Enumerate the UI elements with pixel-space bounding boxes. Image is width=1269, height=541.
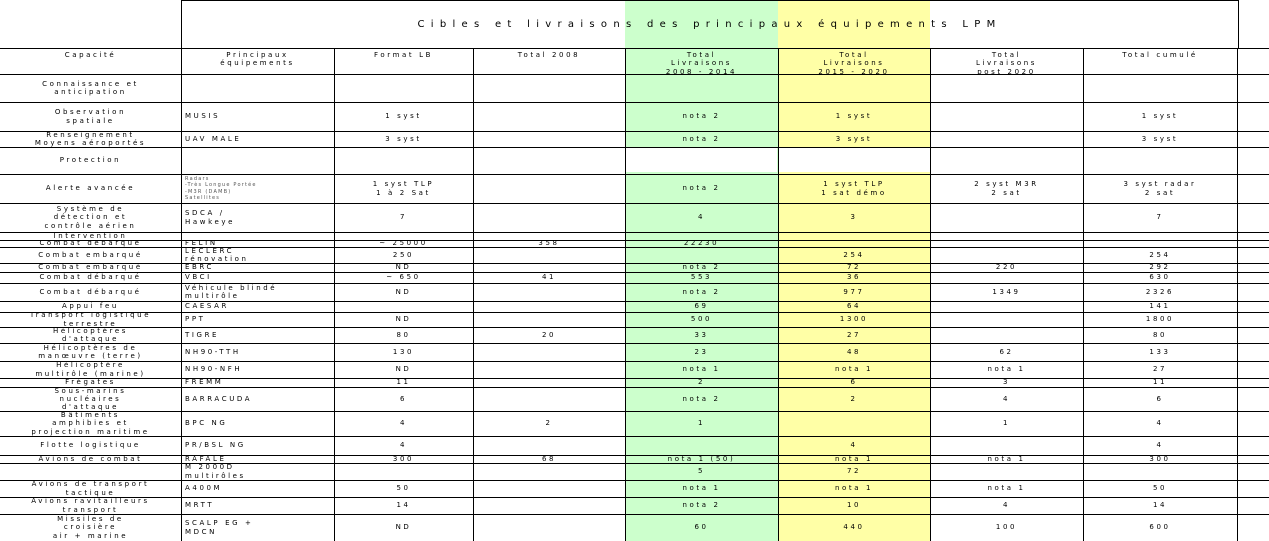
cell-total-cumule: 27 — [1152, 365, 1168, 374]
cell-livraisons-2008-2014: 2 — [697, 378, 706, 387]
cell-capacite: Protection — [59, 156, 122, 165]
cell-total-2008: 41 — [541, 273, 557, 282]
cell-livraisons-2008-2014: nota 2 — [682, 287, 721, 296]
grid-vline — [1238, 0, 1239, 48]
cell-format-lb: 4 — [399, 419, 408, 428]
cell-format-lb: ND — [395, 523, 412, 532]
cell-livraisons-2008-2014: 23 — [694, 347, 709, 356]
cell-livraisons-2015-2020: 1 syst — [835, 112, 873, 121]
cell-livraisons-2008-2014: 33 — [694, 330, 709, 339]
cell-total-cumule: 141 — [1149, 302, 1171, 311]
cell-livraisons-2008-2014: nota 1 (50) — [667, 455, 736, 463]
cell-livraisons-2015-2020: 4 — [850, 441, 858, 450]
cell-equipement: MRTT — [185, 501, 215, 510]
cell-livraisons-2015-2020: 36 — [846, 273, 862, 282]
cell-equipement: SCALP EG + MDCN — [185, 519, 254, 536]
cell-total-cumule: 7 — [1156, 213, 1164, 222]
cell-capacite: Appui feu — [62, 302, 119, 311]
cell-equipement: TIGRE — [185, 330, 220, 339]
cell-capacite: Combat débarqué — [39, 240, 142, 247]
grid-hline — [0, 232, 1269, 233]
cell-capacite: Avions de transport tactique — [31, 480, 150, 497]
cell-livraisons-2008-2014: nota 2 — [682, 184, 721, 193]
header-livraisons-2008-2014: Total Livraisons 2008 - 2014 — [665, 51, 738, 74]
cell-format-lb: ND — [395, 287, 412, 296]
cell-livraisons-2015-2020: 64 — [846, 302, 862, 311]
cell-livraisons-2015-2020: 2 — [850, 394, 858, 403]
cell-livraisons-post-2020: 4 — [1002, 501, 1011, 510]
cell-total-cumule: 292 — [1149, 263, 1171, 272]
cell-capacite: Flotte logistique — [40, 441, 141, 450]
cell-livraisons-2015-2020: nota 1 — [834, 365, 874, 374]
cell-capacite: Alerte avancée — [45, 184, 136, 193]
cell-capacite: Transport logistique terrestre — [29, 312, 152, 327]
cell-total-cumule: 2326 — [1145, 287, 1175, 296]
cell-total-cumule: 133 — [1149, 347, 1171, 356]
cell-total-cumule: 50 — [1152, 484, 1168, 493]
protection-blank-cell — [626, 148, 777, 172]
cell-livraisons-2015-2020: 48 — [846, 347, 862, 356]
cell-livraisons-2015-2020: 6 — [850, 378, 858, 387]
cell-livraisons-2015-2020: 1300 — [839, 315, 869, 324]
cell-equipement: MUSIS — [185, 112, 221, 121]
cell-livraisons-post-2020: 1 — [1002, 419, 1011, 428]
cell-livraisons-2015-2020: 3 — [850, 213, 858, 222]
header-equipement: Principaux équipements — [220, 51, 295, 68]
header-total-cumule: Total cumulé — [1122, 51, 1198, 59]
cell-total-cumule: 630 — [1149, 273, 1171, 282]
cell-livraisons-2008-2014: 5 — [697, 467, 706, 476]
grid-hline — [0, 147, 1269, 148]
cell-livraisons-post-2020: 100 — [995, 523, 1018, 532]
cell-livraisons-post-2020: 3 — [1002, 378, 1011, 387]
cell-capacite: Combat débarqué — [39, 273, 142, 282]
cell-equipement: LECLERC rénovation — [185, 247, 249, 263]
cell-livraisons-2008-2014: 4 — [697, 213, 706, 222]
cell-capacite: Combat débarqué — [39, 287, 142, 296]
cell-total-cumule: 14 — [1152, 501, 1168, 510]
cell-livraisons-2008-2014: nota 1 — [682, 484, 721, 493]
cell-livraisons-post-2020: 220 — [995, 263, 1018, 272]
header-livraisons-post-2020: Total Livraisons post 2020 — [975, 51, 1038, 74]
cell-equipement: CAESAR — [185, 302, 229, 311]
cell-livraisons-2008-2014: 1 — [697, 419, 706, 428]
cell-capacite: Intervention — [53, 232, 128, 240]
cell-capacite: Sous-marins nucléaires d'attaque — [54, 387, 127, 411]
header-total-2008: Total 2008 — [517, 51, 581, 59]
cell-capacite: Observation spatiale — [54, 108, 127, 125]
cell-total-2008: 358 — [538, 240, 560, 247]
cell-total-cumule: 80 — [1152, 330, 1168, 339]
cell-livraisons-2015-2020: 3 syst — [835, 134, 873, 143]
cell-format-lb: 1 syst — [385, 112, 422, 121]
cell-equipement: Radars -Très Longue Portée -M3R (DAMB) Satellites — [185, 176, 257, 201]
cell-format-lb: 3 syst — [385, 134, 422, 143]
cell-total-cumule: 6 — [1156, 394, 1164, 403]
cell-total-cumule: 4 — [1156, 441, 1164, 450]
cell-format-lb: 50 — [396, 484, 411, 493]
cell-total-cumule: 3 syst radar 2 sat — [1123, 180, 1197, 197]
cell-livraisons-2015-2020: 440 — [843, 523, 865, 532]
cell-format-lb: 14 — [396, 501, 411, 510]
cell-equipement: FELIN — [185, 240, 218, 247]
cell-livraisons-2008-2014: nota 1 — [682, 365, 721, 374]
cell-equipement: NH90-NFH — [185, 365, 243, 374]
cell-equipement: BPC NG — [185, 419, 228, 428]
cell-equipement: RAFALE — [185, 455, 227, 463]
cell-livraisons-2015-2020: nota 1 — [834, 484, 874, 493]
cell-format-lb: 6 — [399, 394, 408, 403]
cell-format-lb: 300 — [392, 455, 415, 463]
cell-equipement: VBCI — [185, 273, 212, 282]
grid-hline — [181, 0, 1238, 1]
cell-equipement: SDCA / Hawkeye — [185, 209, 236, 226]
cell-equipement: UAV MALE — [185, 134, 242, 143]
cell-equipement: A400M — [185, 484, 223, 493]
cell-capacite: Combat embarqué — [38, 250, 143, 259]
grid-hline — [0, 74, 1269, 75]
cell-livraisons-2015-2020: 72 — [846, 263, 862, 272]
cell-livraisons-2008-2014: nota 2 — [682, 112, 721, 121]
cell-livraisons-2015-2020: 977 — [843, 287, 865, 296]
cell-format-lb: ~ 25000 — [379, 240, 428, 247]
cell-livraisons-2008-2014: 60 — [694, 523, 709, 532]
cell-livraisons-2008-2014: nota 2 — [682, 501, 721, 510]
cell-capacite: Combat embarqué — [38, 263, 143, 272]
cell-livraisons-2015-2020: 254 — [843, 250, 865, 259]
cell-livraisons-2008-2014: 553 — [690, 273, 713, 282]
cell-total-2008: 68 — [541, 455, 557, 463]
cell-capacite: Système de détection et contrôle aérien — [44, 205, 137, 230]
cell-equipement: Véhicule blindé multirôle — [185, 283, 278, 300]
grid-vline — [1237, 48, 1238, 541]
cell-total-cumule: 600 — [1149, 523, 1171, 532]
cell-total-cumule: 300 — [1149, 455, 1171, 463]
cell-livraisons-2008-2014: 22230 — [683, 240, 720, 247]
sheet-title: Cibles et livraisons des principaux équipements LPM — [417, 18, 1002, 30]
cell-livraisons-2008-2014: nota 2 — [682, 394, 721, 403]
header-format-lb: Format LB — [374, 51, 433, 59]
cell-livraisons-post-2020: 4 — [1002, 394, 1011, 403]
cell-equipement: M 2000D multirôles — [185, 463, 246, 480]
cell-total-cumule: 4 — [1156, 419, 1164, 428]
cell-livraisons-2015-2020: 27 — [846, 330, 862, 339]
cell-total-cumule: 1800 — [1145, 315, 1175, 324]
cell-format-lb: 4 — [399, 441, 408, 450]
cell-capacite: Hélicoptère multirôle (marine) — [35, 361, 146, 378]
cell-livraisons-2015-2020: 10 — [846, 501, 862, 510]
cell-capacite: Bâtiments amphibies et projection maritime — [31, 411, 150, 436]
cell-total-cumule: 11 — [1152, 378, 1168, 387]
cell-format-lb: 7 — [399, 213, 408, 222]
cell-equipement: PPT — [185, 315, 206, 324]
grid-vline — [473, 48, 474, 541]
cell-livraisons-post-2020: 1349 — [992, 287, 1021, 296]
cell-capacite: Renseignement Moyens aéroportés — [34, 131, 147, 147]
cell-equipement: NH90-TTH — [185, 347, 241, 356]
cell-capacite: Frégates — [65, 378, 116, 387]
cell-capacite: Missiles de croisière air + marine — [52, 515, 129, 540]
cell-total-cumule: 1 syst — [1141, 112, 1179, 121]
cell-format-lb: ND — [395, 263, 412, 272]
cell-capacite: Hélicoptères de manœuvre (terre) — [38, 343, 143, 360]
protection-blank-cell — [779, 148, 930, 172]
cell-format-lb: 11 — [396, 378, 411, 387]
cell-format-lb: ~ 650 — [386, 273, 421, 282]
cell-capacite: Connaissance et anticipation — [42, 79, 139, 96]
cell-livraisons-2008-2014: nota 2 — [682, 134, 721, 143]
cell-capacite: Hélicoptères d'attaque — [53, 327, 128, 343]
cell-livraisons-post-2020: nota 1 — [987, 365, 1026, 374]
cell-equipement: BARRACUDA — [185, 394, 253, 403]
cell-format-lb: ND — [395, 365, 412, 374]
cell-livraisons-2015-2020: 72 — [846, 467, 862, 476]
cell-livraisons-post-2020: 2 syst M3R 2 sat — [974, 180, 1039, 197]
cell-capacite: Avions ravitailleurs transport — [31, 497, 150, 514]
cell-livraisons-2015-2020: nota 1 — [834, 455, 874, 463]
cell-format-lb: 80 — [396, 330, 411, 339]
cell-livraisons-post-2020: 62 — [999, 347, 1014, 356]
cell-equipement: PR/BSL NG — [185, 441, 246, 450]
cell-livraisons-2008-2014: nota 2 — [682, 263, 721, 272]
cell-format-lb: ND — [395, 315, 412, 324]
cell-equipement: FREMM — [185, 378, 224, 387]
cell-livraisons-2008-2014: 69 — [694, 302, 709, 311]
cell-livraisons-post-2020: nota 1 — [987, 455, 1026, 463]
cell-livraisons-2008-2014: 500 — [690, 315, 713, 324]
cell-equipement: EBRC — [185, 263, 215, 272]
cell-livraisons-2015-2020: 1 syst TLP 1 sat démo — [821, 180, 887, 197]
cell-total-2008: 20 — [541, 330, 557, 339]
header-livraisons-2015-2020: Total Livraisons 2015 - 2020 — [818, 51, 890, 74]
cell-capacite: Avions de combat — [38, 455, 143, 463]
header-capacite: Capacité — [64, 51, 117, 59]
cell-total-cumule: 254 — [1149, 250, 1171, 259]
cell-format-lb: 130 — [392, 347, 415, 356]
cell-format-lb: 1 syst TLP 1 à 2 Sat — [372, 180, 435, 197]
cell-total-cumule: 3 syst — [1141, 134, 1179, 143]
cell-format-lb: 250 — [392, 250, 415, 259]
cell-livraisons-post-2020: nota 1 — [987, 484, 1026, 493]
cell-total-2008: 2 — [545, 419, 553, 428]
